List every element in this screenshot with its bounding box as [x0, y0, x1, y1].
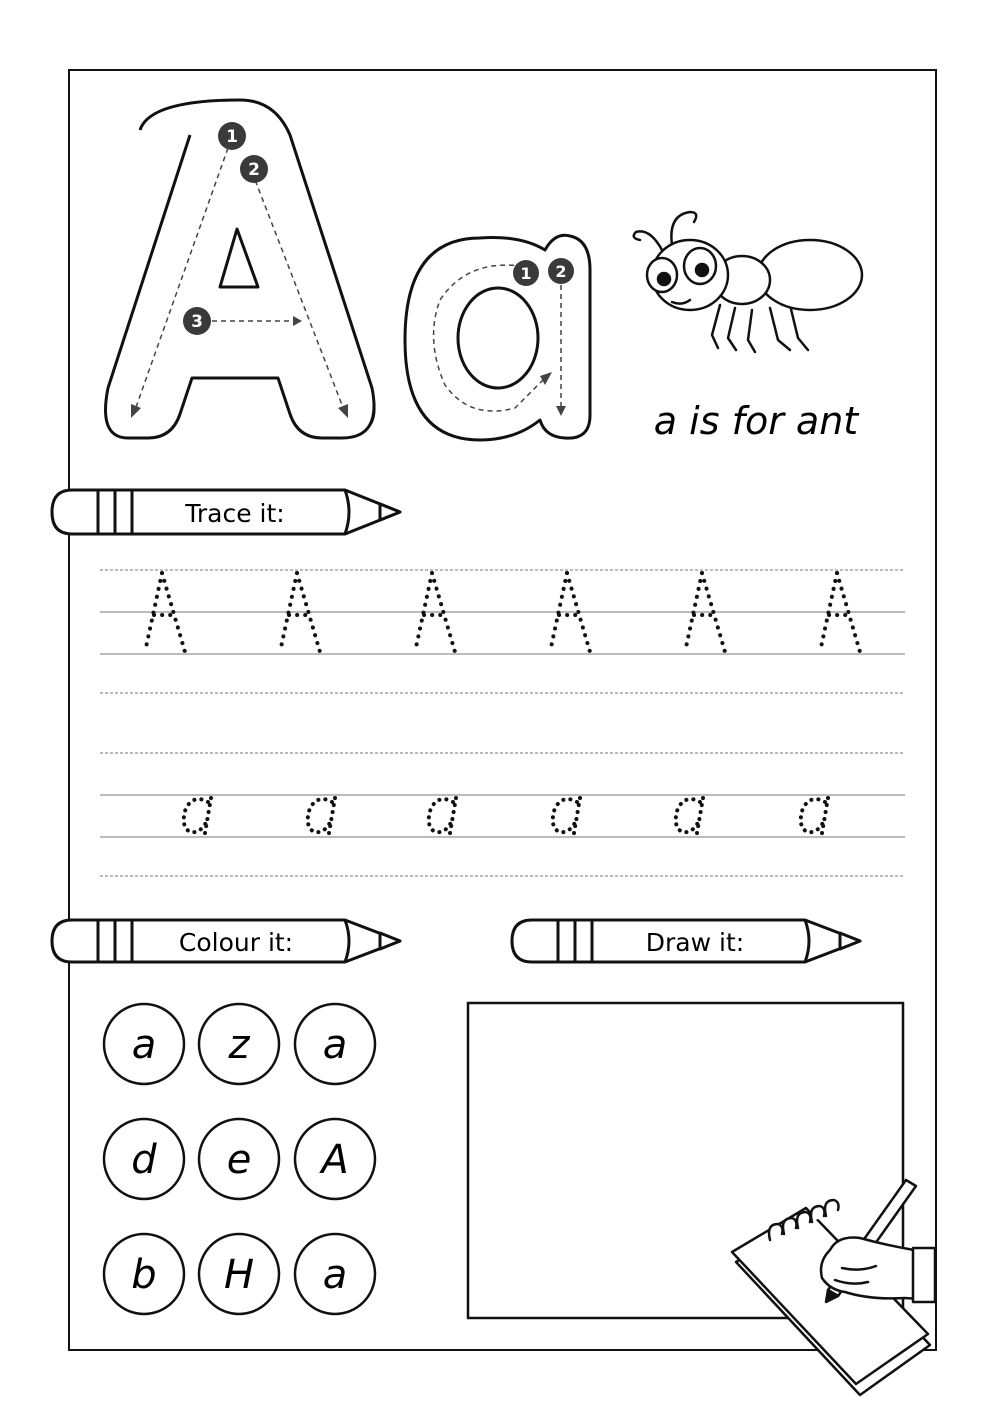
- colour-circle-letter: a: [131, 1022, 157, 1068]
- colour-circle[interactable]: [104, 1004, 184, 1084]
- colour-circle[interactable]: [295, 1119, 375, 1199]
- colour-circle-letter: A: [321, 1137, 349, 1183]
- trace-letter-lowercase[interactable]: [308, 798, 335, 833]
- trace-letter-lowercase[interactable]: [553, 798, 580, 833]
- trace-letter-lowercase[interactable]: [801, 798, 828, 833]
- colour-circle-letter: d: [131, 1137, 157, 1183]
- colour-circle[interactable]: [199, 1004, 279, 1084]
- trace-letter-lowercase[interactable]: [676, 798, 703, 833]
- colour-circle[interactable]: [295, 1004, 375, 1084]
- colour-circle-letter: e: [226, 1137, 252, 1183]
- colour-circle[interactable]: [104, 1234, 184, 1314]
- stroke-number-badge: [183, 307, 211, 335]
- stroke-number: 1: [520, 264, 532, 283]
- stroke-number-badge: [218, 122, 246, 150]
- trace-letter-lowercase[interactable]: [184, 798, 211, 833]
- stroke-number-badge: [240, 155, 268, 183]
- stroke-number: 1: [226, 127, 238, 147]
- tracing-guide-lines-upper: [100, 570, 905, 693]
- colour-circle[interactable]: [104, 1119, 184, 1199]
- colour-section-label: Colour it:: [178, 928, 294, 957]
- colour-circle-letter: b: [131, 1252, 157, 1298]
- stroke-number-badge: [513, 260, 539, 286]
- letter-caption: a is for ant: [653, 399, 859, 443]
- trace-row-lowercase: [184, 798, 828, 833]
- ant-icon: [634, 212, 862, 352]
- big-lowercase-letter: [405, 235, 590, 440]
- tracing-guide-lines-lower: [100, 753, 905, 876]
- stroke-number: 2: [248, 160, 260, 180]
- big-uppercase-letter: [106, 100, 375, 438]
- colour-circle-grid: [104, 1004, 375, 1314]
- trace-section-label: Trace it:: [185, 499, 285, 528]
- draw-section-label: Draw it:: [645, 928, 745, 957]
- colour-circle-letter: z: [228, 1022, 250, 1068]
- colour-circle[interactable]: [199, 1234, 279, 1314]
- colour-circle-letter: a: [322, 1022, 348, 1068]
- trace-letter-lowercase[interactable]: [429, 798, 456, 833]
- colour-circle-letter: H: [223, 1252, 255, 1298]
- colour-circle[interactable]: [199, 1119, 279, 1199]
- colour-circle-letter: a: [322, 1252, 348, 1298]
- colour-circle[interactable]: [295, 1234, 375, 1314]
- stroke-number-badge: [548, 258, 574, 284]
- stroke-number: 2: [555, 262, 567, 281]
- stroke-number: 3: [191, 312, 203, 332]
